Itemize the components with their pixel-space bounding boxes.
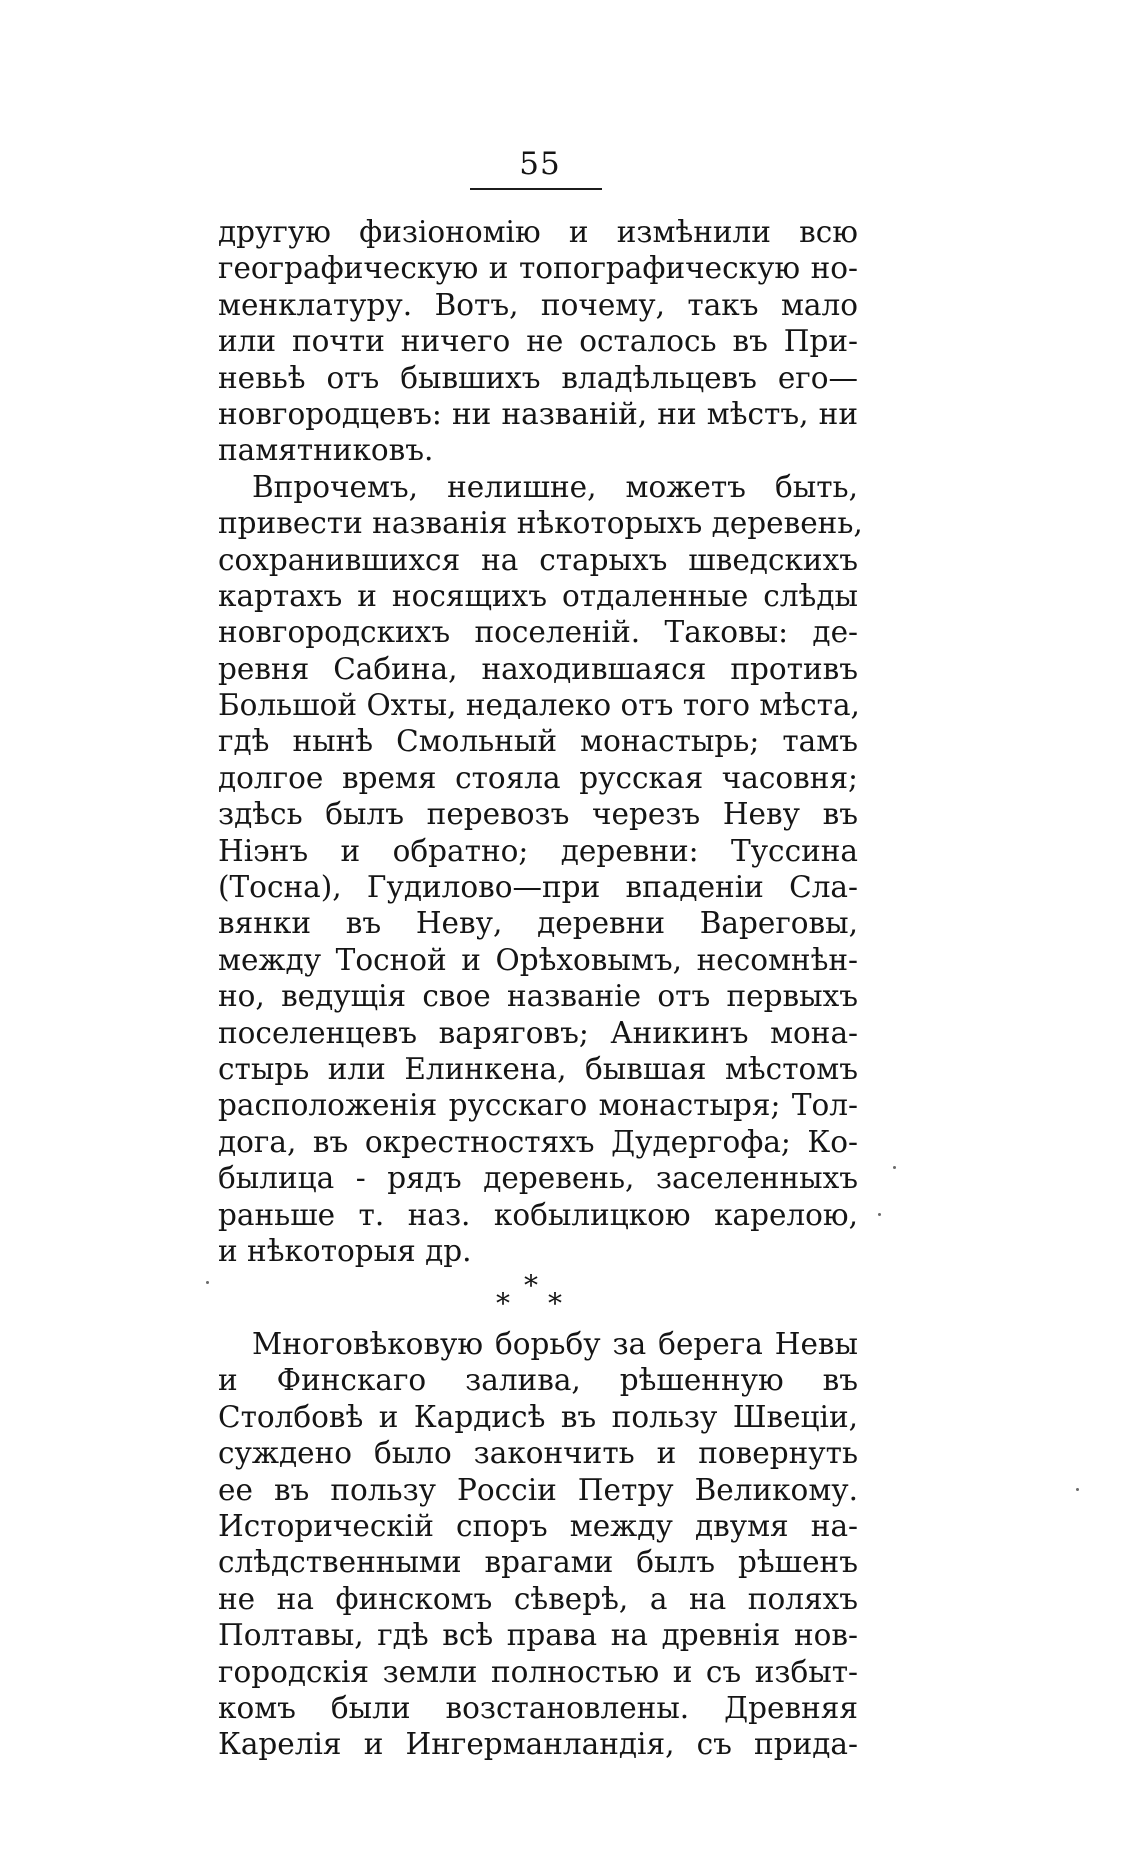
text-line: Полтавы, гдѣ всѣ права на древнія нов- xyxy=(218,1618,858,1653)
text-line: Многовѣковую борьбу за берега Невы xyxy=(252,1327,858,1361)
asterism-star: * xyxy=(548,1287,562,1320)
text-line: не на финскомъ сѣверѣ, а на поляхъ xyxy=(218,1581,858,1616)
header-rule xyxy=(470,188,602,190)
text-line: Карелія и Ингерманландія, съ прида- xyxy=(218,1727,858,1762)
text-line: сохранившихся на старыхъ шведскихъ xyxy=(218,542,858,577)
text-line: Ніэнъ и обратно; деревни: Туссина xyxy=(218,833,858,868)
text-line: поселенцевъ варяговъ; Аникинъ мона- xyxy=(218,1015,858,1050)
text-line: памятниковъ. xyxy=(218,433,434,468)
text-line: но, ведущія свое названіе отъ первыхъ xyxy=(218,979,858,1014)
text-line: или почти ничего не осталось въ При- xyxy=(218,324,858,359)
paragraph-3 xyxy=(218,1326,858,1763)
text-line: Впрочемъ, нелишне, можетъ быть, xyxy=(252,469,858,504)
paragraph-2 xyxy=(218,469,863,1270)
scan-speck xyxy=(1076,1488,1079,1491)
text-line: менклатуру. Вотъ, почему, такъ мало xyxy=(218,287,858,322)
text-line: долгое время стояла русская часовня; xyxy=(218,760,858,795)
scan-speck xyxy=(206,1281,209,1284)
page-number: 55 xyxy=(519,146,561,182)
text-line: картахъ и носящихъ отдаленные слѣды xyxy=(218,578,858,613)
text-line: другую физіономію и измѣнили всю xyxy=(218,215,858,249)
text-block-lower xyxy=(218,1326,858,1763)
text-line: городскія земли полностью и съ избыт- xyxy=(218,1654,858,1689)
asterism-star: * xyxy=(496,1287,510,1320)
text-line: стырь или Елинкена, бывшая мѣстомъ xyxy=(218,1051,858,1086)
scan-speck xyxy=(878,1213,881,1216)
text-line: географическую и топографическую но- xyxy=(218,251,858,286)
text-block-upper xyxy=(218,214,863,1269)
section-asterism xyxy=(490,1269,590,1322)
text-line: раньше т. наз. кобылицкою карелою, xyxy=(218,1197,858,1232)
text-line: невьѣ отъ бывшихъ владѣльцевъ его— xyxy=(218,360,858,395)
text-line: дога, въ окрестностяхъ Дудергофа; Ко- xyxy=(218,1124,858,1159)
scan-speck xyxy=(893,1166,896,1169)
text-line: комъ были возстановлены. Древняя xyxy=(218,1690,858,1725)
text-line: былица - рядъ деревень, заселенныхъ xyxy=(218,1161,858,1196)
paragraph-1 xyxy=(218,214,858,469)
text-line: слѣдственными врагами былъ рѣшенъ xyxy=(218,1545,858,1580)
text-line: новгородцевъ: ни названій, ни мѣстъ, ни xyxy=(218,396,858,431)
text-line: гдѣ нынѣ Смольный монастырь; тамъ xyxy=(218,724,858,759)
text-line: Столбовѣ и Кардисѣ въ пользу Швеціи, xyxy=(218,1399,858,1434)
text-line: здѣсь былъ перевозъ черезъ Неву въ xyxy=(218,797,858,832)
text-line: и нѣкоторыя др. xyxy=(218,1233,472,1268)
text-line: новгородскихъ поселеній. Таковы: де- xyxy=(218,615,858,650)
text-line: вянки въ Неву, деревни Вареговы, xyxy=(218,906,858,941)
text-line: ревня Сабина, находившаяся противъ xyxy=(218,651,858,686)
text-line: Историческій споръ между двумя на- xyxy=(218,1508,858,1543)
text-line: расположенія русскаго монастыря; Тол- xyxy=(218,1088,858,1123)
text-line: суждено было закончить и повернуть xyxy=(218,1436,858,1471)
text-line: Большой Охты, недалеко отъ того мѣста, xyxy=(218,688,860,723)
text-line: и Финскаго залива, рѣшенную въ xyxy=(218,1363,858,1398)
text-line: между Тосной и Орѣховымъ, несомнѣн- xyxy=(218,942,858,977)
text-line: привести названія нѣкоторыхъ деревень, xyxy=(218,506,863,541)
text-line: (Тосна), Гудилово—при впаденіи Сла- xyxy=(218,870,858,905)
text-line: ее въ пользу Россіи Петру Великому. xyxy=(218,1472,858,1507)
asterism-star: * xyxy=(524,1269,538,1302)
